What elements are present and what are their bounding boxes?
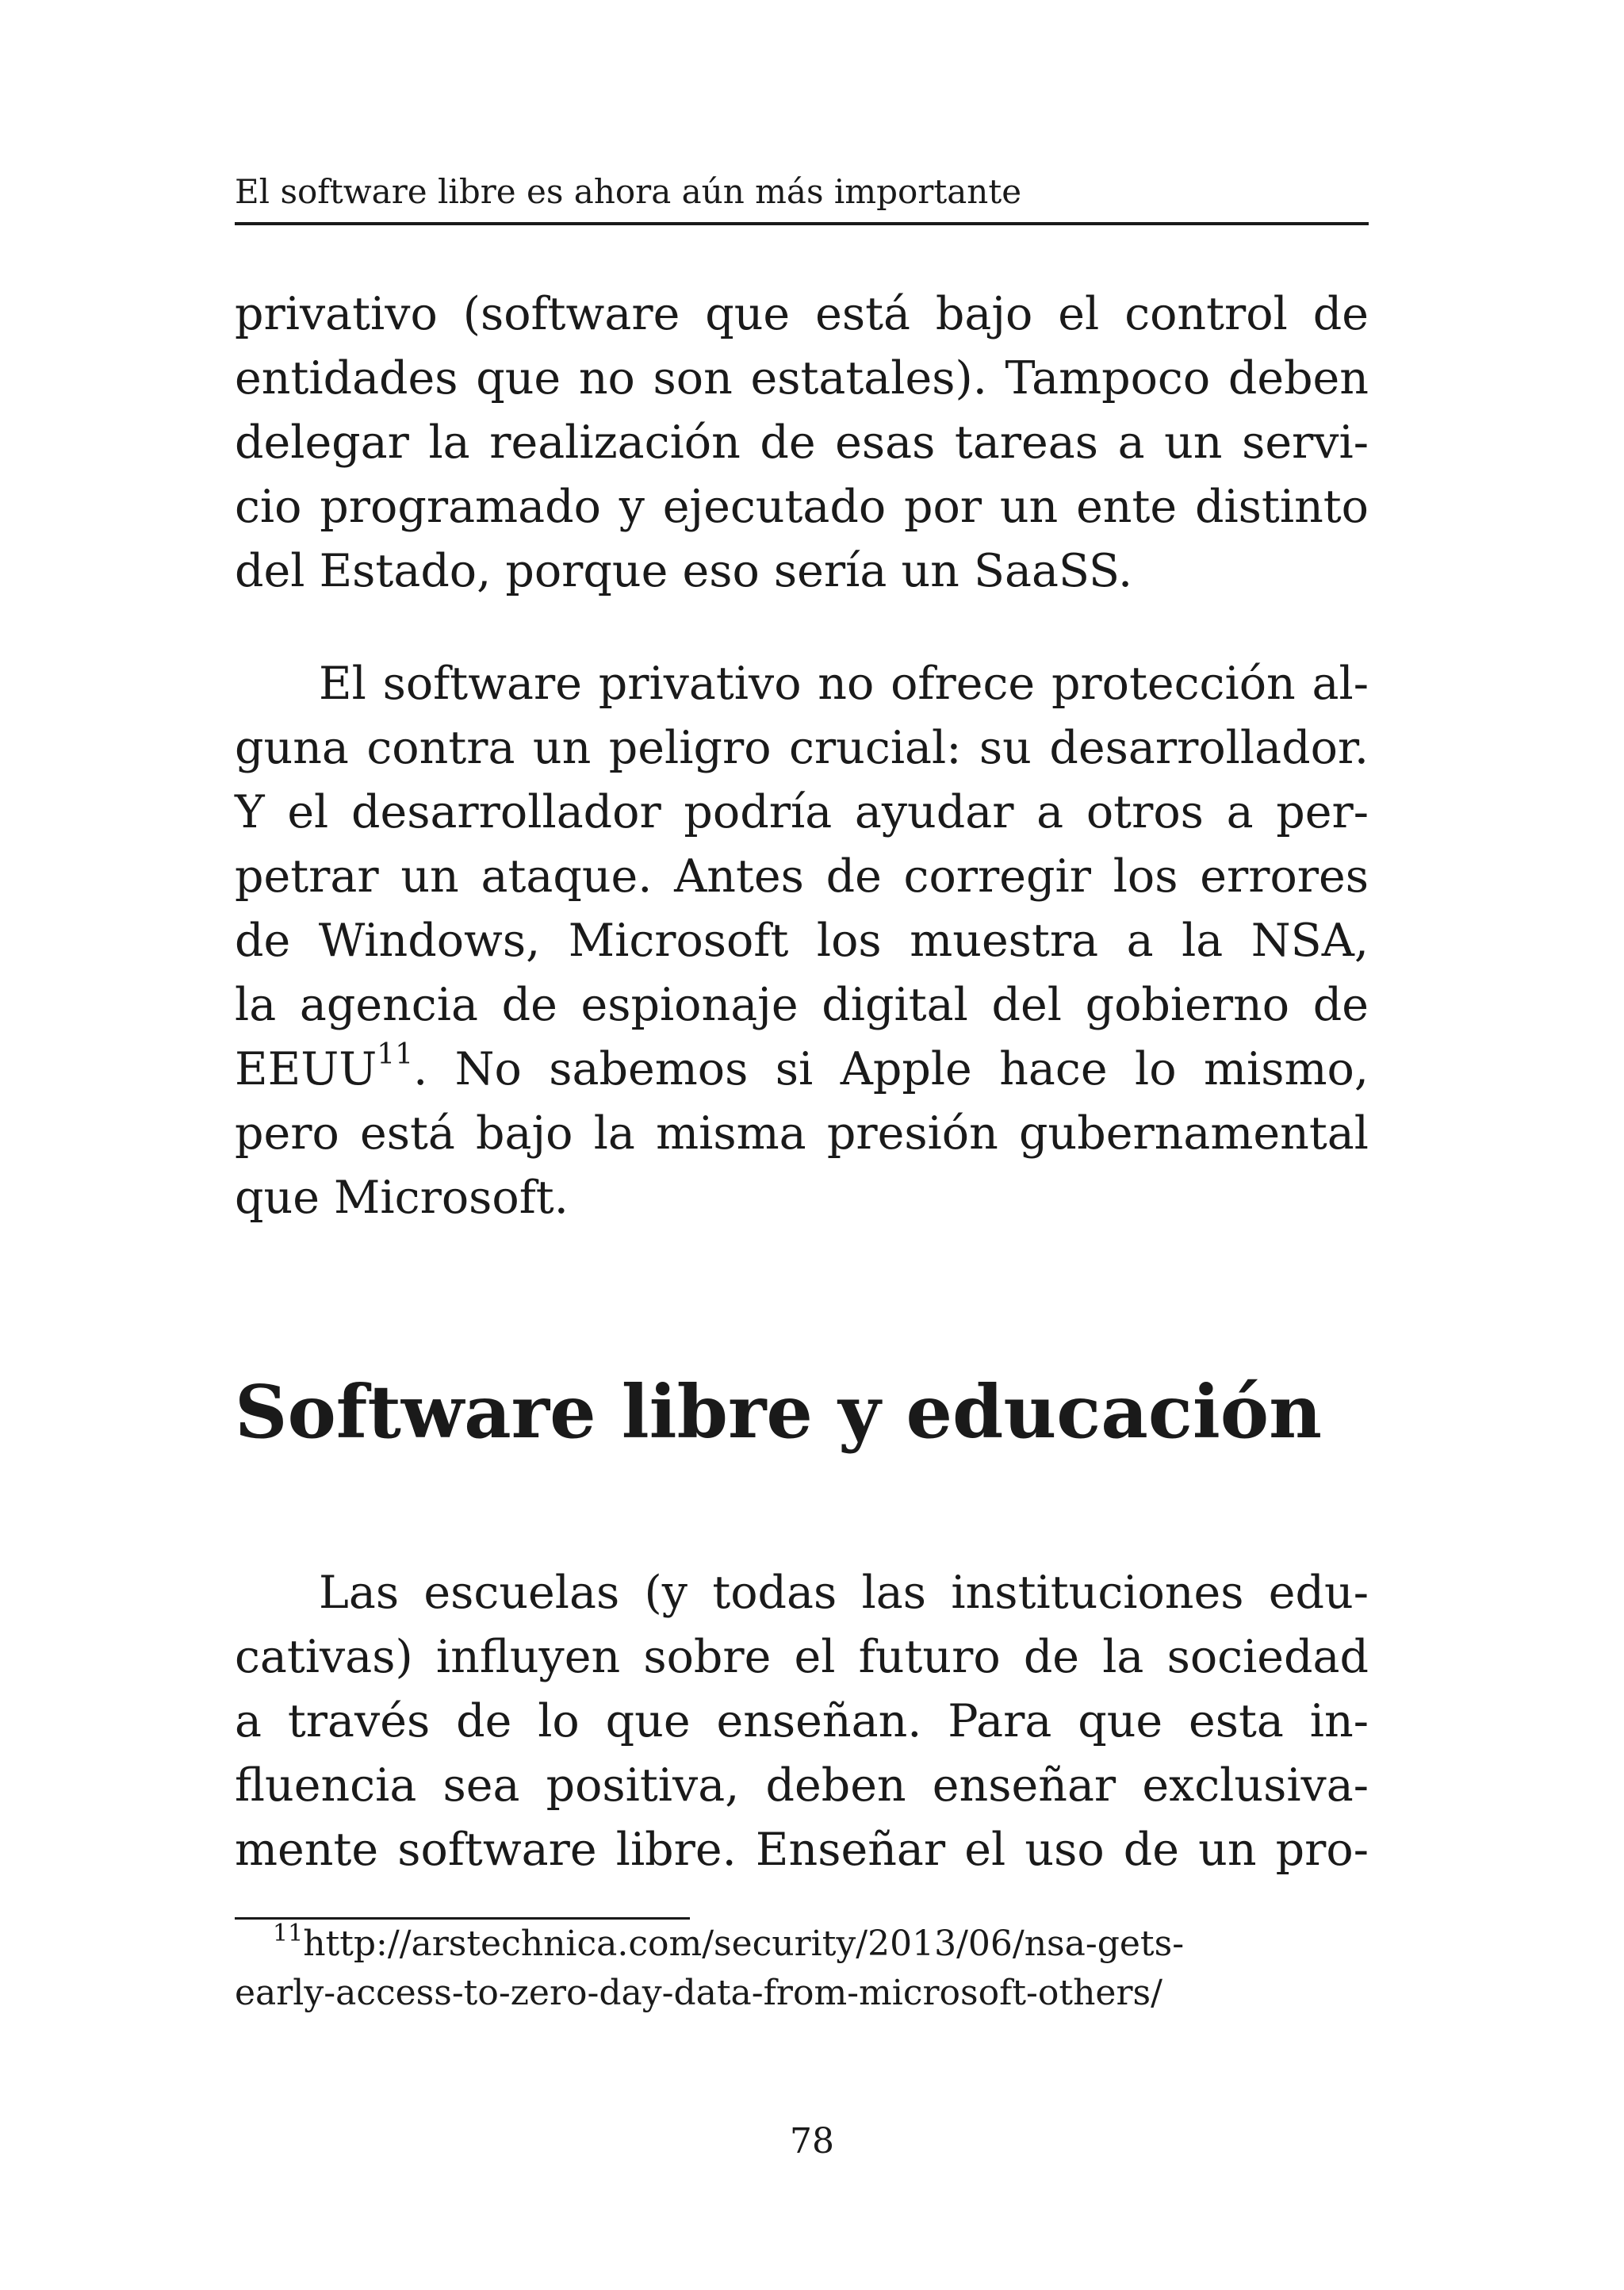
text-line: fluencia sea positiva, deben enseñar exclusiva- [235,1759,1369,1812]
text-line: privativo (software que está bajo el control de [235,288,1369,340]
footnote-reference[interactable]: 11 [377,1038,414,1071]
paragraph-education [235,1561,1369,1882]
footnote-line [235,1920,1369,1969]
text-line-with-footnote-ref [235,1038,1369,1102]
header-rule [235,222,1369,225]
text-line: de Windows, Microsoft los muestra a la NSA, [235,915,1369,967]
text-fragment: . No sabemos si Apple hace lo mismo, [413,1043,1369,1095]
text-line: Y el desarrollador podría ayudar a otros a per- [235,786,1369,838]
text-line: del Estado, porque eso sería un SaaSS. [235,545,1133,597]
text-line: cio programado y ejecutado por un ente distinto [235,481,1369,533]
footnote-line [235,1969,1369,2018]
paragraph-proprietary-software [235,652,1369,1230]
footnote-url-part-1[interactable]: http://arstechnica.com/security/2013/06/nsa-gets- [303,1924,1185,1964]
text-line: a través de lo que enseñan. Para que esta in- [235,1695,1369,1747]
text-line: mente software libre. Enseñar el uso de un pro- [235,1824,1369,1876]
text-fragment: EEUU [235,1043,377,1095]
page-number: 78 [790,2121,834,2161]
footnote-mark: 11 [273,1920,304,1947]
paragraph-continued [235,282,1369,604]
text-line: petrar un ataque. Antes de corregir los errores [235,850,1369,903]
text-line: que Microsoft. [235,1172,569,1224]
running-header: El software libre es ahora aún más importante [235,172,1022,211]
text-line: Las escuelas (y todas las instituciones edu- [319,1567,1369,1619]
text-line: delegar la realización de esas tareas a un servi- [235,416,1369,469]
text-line: pero está bajo la misma presión gubernamental [235,1107,1369,1160]
text-line: cativas) influyen sobre el futuro de la sociedad [235,1631,1369,1683]
text-line: la agencia de espionaje digital del gobierno de [235,979,1369,1031]
footnote [235,1920,1369,2018]
section-title: Software libre y educación [235,1369,1323,1455]
text-line: entidades que no son estatales). Tampoco deben [235,352,1369,405]
footnote-url-part-2[interactable]: early-access-to-zero-day-data-from-microsoft-others/ [235,1973,1162,2013]
text-line: guna contra un peligro crucial: su desarrollador. [235,722,1369,774]
text-line: El software privativo no ofrece protección al- [319,658,1369,710]
